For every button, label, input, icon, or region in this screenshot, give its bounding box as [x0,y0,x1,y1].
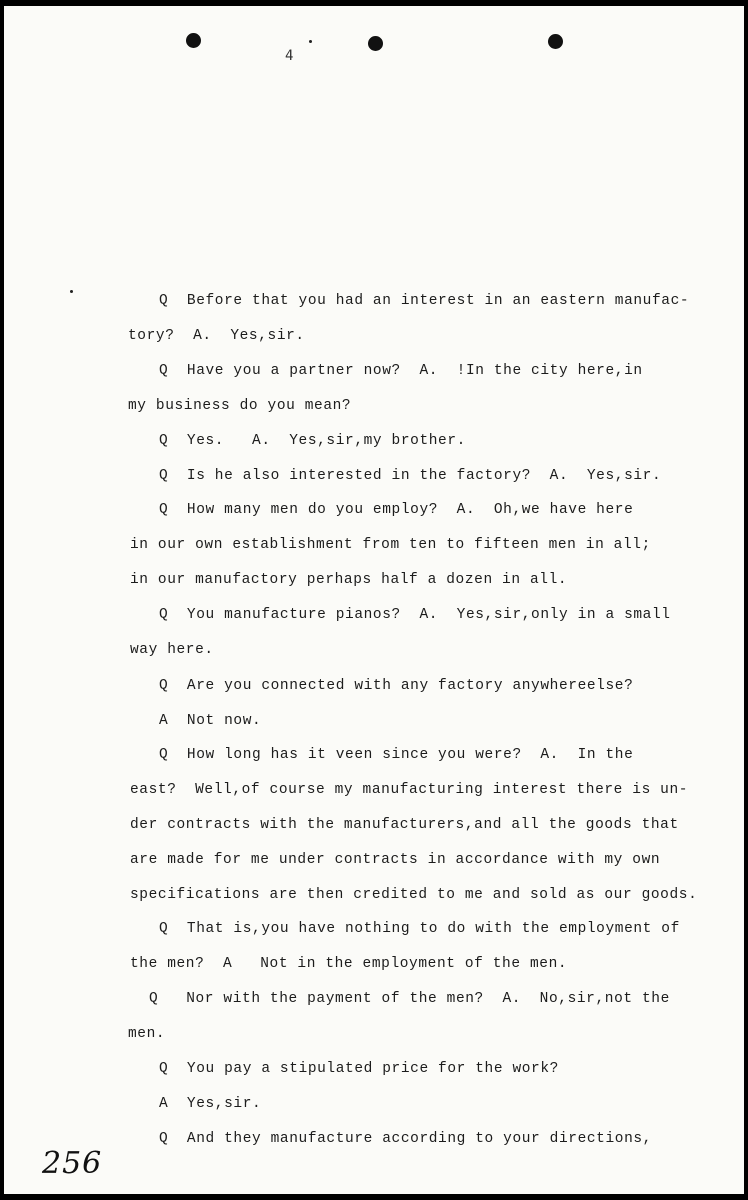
text-line: Q Before that you had an interest in an eastern manufac- [159,293,690,309]
page-number: 4 [285,48,294,64]
text-line: are made for me under contracts in accordance with my own [130,852,661,868]
text-line: in our own establishment from ten to fifteen men in all; [130,537,651,553]
text-line: men. [128,1026,166,1042]
text-line: Q How many men do you employ? A. Oh,we have here [159,502,634,518]
text-line: A Yes,sir. [159,1096,262,1112]
punch-hole-center [368,36,383,51]
text-line: Q Nor with the payment of the men? A. No,sir,not the [149,991,670,1007]
speck [309,40,312,43]
text-line: east? Well,of course my manufacturing interest there is un- [130,782,689,798]
text-line: Q Have you a partner now? A. !In the city here,in [159,363,643,379]
speck [70,290,73,293]
text-line: A Not now. [159,713,262,729]
text-line: Q You manufacture pianos? A. Yes,sir,only in a small [159,607,671,623]
text-line: in our manufactory perhaps half a dozen in all. [130,572,568,588]
text-line: tory? A. Yes,sir. [128,328,305,344]
punch-hole-left [186,33,201,48]
punch-hole-right [548,34,563,49]
handwritten-page-number: 256 [42,1146,103,1181]
text-line: Q Are you connected with any factory anywhereelse? [159,678,634,694]
text-line: my business do you mean? [128,398,352,414]
text-line: way here. [130,642,214,658]
text-line: the men? A Not in the employment of the men. [130,956,568,972]
text-line: Q And they manufacture according to your directions, [159,1131,652,1147]
text-line: Q That is,you have nothing to do with the employment of [159,921,680,937]
text-line: Q How long has it veen since you were? A. In the [159,747,634,763]
document-page [4,6,744,1194]
text-line: Q Yes. A. Yes,sir,my brother. [159,433,466,449]
text-line: Q You pay a stipulated price for the work? [159,1061,559,1077]
text-line: der contracts with the manufacturers,and all the goods that [130,817,679,833]
text-line: Q Is he also interested in the factory? A. Yes,sir. [159,468,662,484]
text-line: specifications are then credited to me and sold as our goods. [130,887,698,903]
